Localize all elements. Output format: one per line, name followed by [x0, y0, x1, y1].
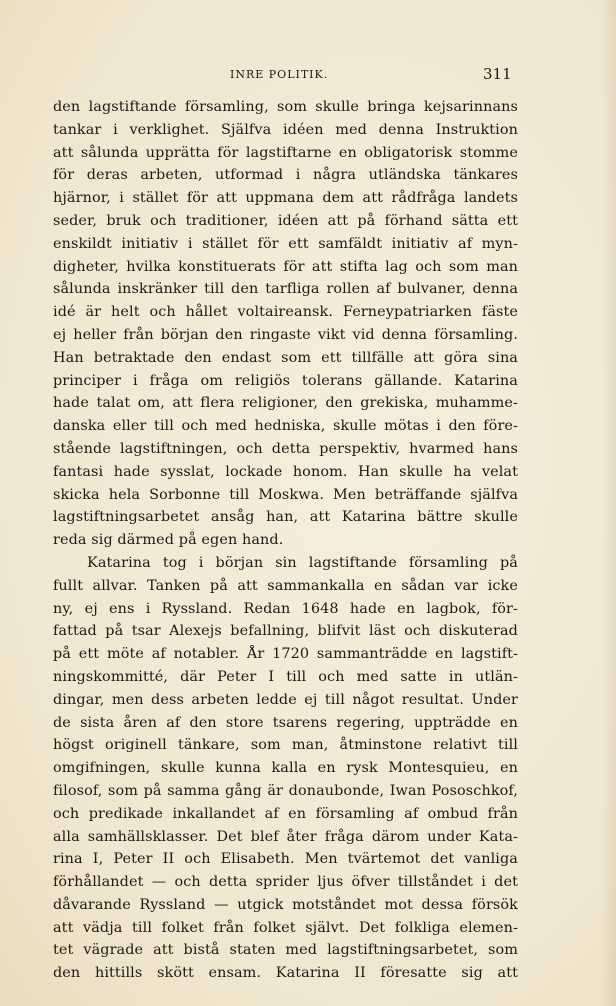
- page-number: 311: [483, 65, 512, 83]
- text-line: hjärnor, i stället för att uppmana dem att rådfråga landets: [53, 190, 518, 207]
- text-line: Han betraktade den endast som ett tillfälle att göra sina: [53, 349, 518, 366]
- text-line: fullt allvar. Tanken på att sammankalla en sådan var icke: [53, 577, 518, 594]
- text-line: ny, ej ens i Ryssland. Redan 1648 hade en lagbok, för-: [53, 600, 518, 617]
- text-line: fantasi hade sysslat, lockade honom. Han skulle ha velat: [53, 463, 518, 480]
- text-line: sålunda inskränker till den tarfliga rollen af bulvaner, denna: [53, 281, 518, 298]
- text-line: på ett möte af notabler. År 1720 sammanträdde en lagstift-: [53, 646, 518, 663]
- text-line: seder, bruk och traditioner, idéen att på förhand sätta ett: [53, 212, 518, 229]
- text-line: och predikade inkallandet af en församling af ombud från: [53, 805, 518, 822]
- text-line: hade talat om, att flera religioner, den grekiska, muhamme-: [53, 395, 518, 412]
- text-line: dåvarande Ryssland — utgick motståndet mot dessa försök: [53, 896, 518, 913]
- text-line: filosof, som på samma gång är donaubonde, Iwan Pososchkof,: [53, 782, 518, 799]
- text-line: digheter, hvilka konstituerats för att stifta lag och som man: [53, 258, 518, 275]
- text-line: tet vägrade att bistå staten med lagstiftningsarbetet, som: [53, 942, 518, 959]
- text-line: lagstiftningsarbetet ansåg han, att Katarina bättre skulle: [53, 509, 518, 526]
- text-line: ningskommitté, där Peter I till och med satte in utlän-: [53, 668, 518, 685]
- body-text: [53, 96, 518, 985]
- text-line: de sista åren af den store tsarens regering, uppträdde en: [53, 714, 518, 731]
- text-line: rina I, Peter II och Elisabeth. Men tvärtemot det vanliga: [53, 851, 518, 868]
- text-line: skicka hela Sorbonne till Moskwa. Men beträffande själfva: [53, 486, 518, 503]
- text-line: omgifningen, skulle kunna kalla en rysk Montesquieu, en: [53, 760, 518, 777]
- text-line: att sålunda upprätta för lagstiftarne en obligatorisk stomme: [53, 144, 518, 161]
- paragraph-end-line: reda sig därmed på egen hand.: [53, 532, 284, 549]
- page-edge-shadow: [602, 0, 616, 1006]
- text-line: förhållandet — och detta sprider ljus öfver tillståndet i det: [53, 874, 518, 891]
- text-line: ej heller från början den ringaste vikt vid denna församling.: [53, 326, 518, 343]
- text-line: stående lagstiftningen, och detta perspektiv, hvarmed hans: [53, 440, 518, 457]
- text-line: för deras arbeten, utformad i några utländska tänkares: [53, 167, 518, 184]
- text-line: tankar i verklighet. Själfva idéen med denna Instruktion: [53, 121, 518, 138]
- text-line: fattad på tsar Alexejs befallning, blifvit läst och diskuterad: [53, 623, 518, 640]
- text-line: den lagstiftande församling, som skulle bringa kejsarinnans: [53, 99, 518, 115]
- text-line: dingar, men dess arbeten ledde ej till något resultat. Under: [53, 691, 518, 708]
- text-line: högst originell tänkare, som man, åtminstone relativt till: [53, 737, 518, 754]
- running-title: INRE POLITIK.: [230, 68, 329, 81]
- text-line: alla samhällsklasser. Det blef åter fråga därom under Kata-: [53, 828, 518, 845]
- text-line: enskildt initiativ i stället för ett samfäldt initiativ af myn-: [53, 235, 518, 252]
- text-line: danska eller till och med hedniska, skulle mötas i den före-: [53, 418, 518, 435]
- text-line: principer i fråga om religiös tolerans gällande. Katarina: [53, 372, 518, 389]
- paragraph-start-line: Katarina tog i början sin lagstiftande församling på: [87, 554, 518, 571]
- text-line: den hittills skött ensam. Katarina II föresatte sig att: [53, 965, 518, 982]
- text-line: att vädja till folket från folket självt. Det folkliga elemen-: [53, 919, 518, 936]
- text-line: idé är helt och hållet voltaireansk. Ferneypatriarken fäste: [53, 304, 518, 321]
